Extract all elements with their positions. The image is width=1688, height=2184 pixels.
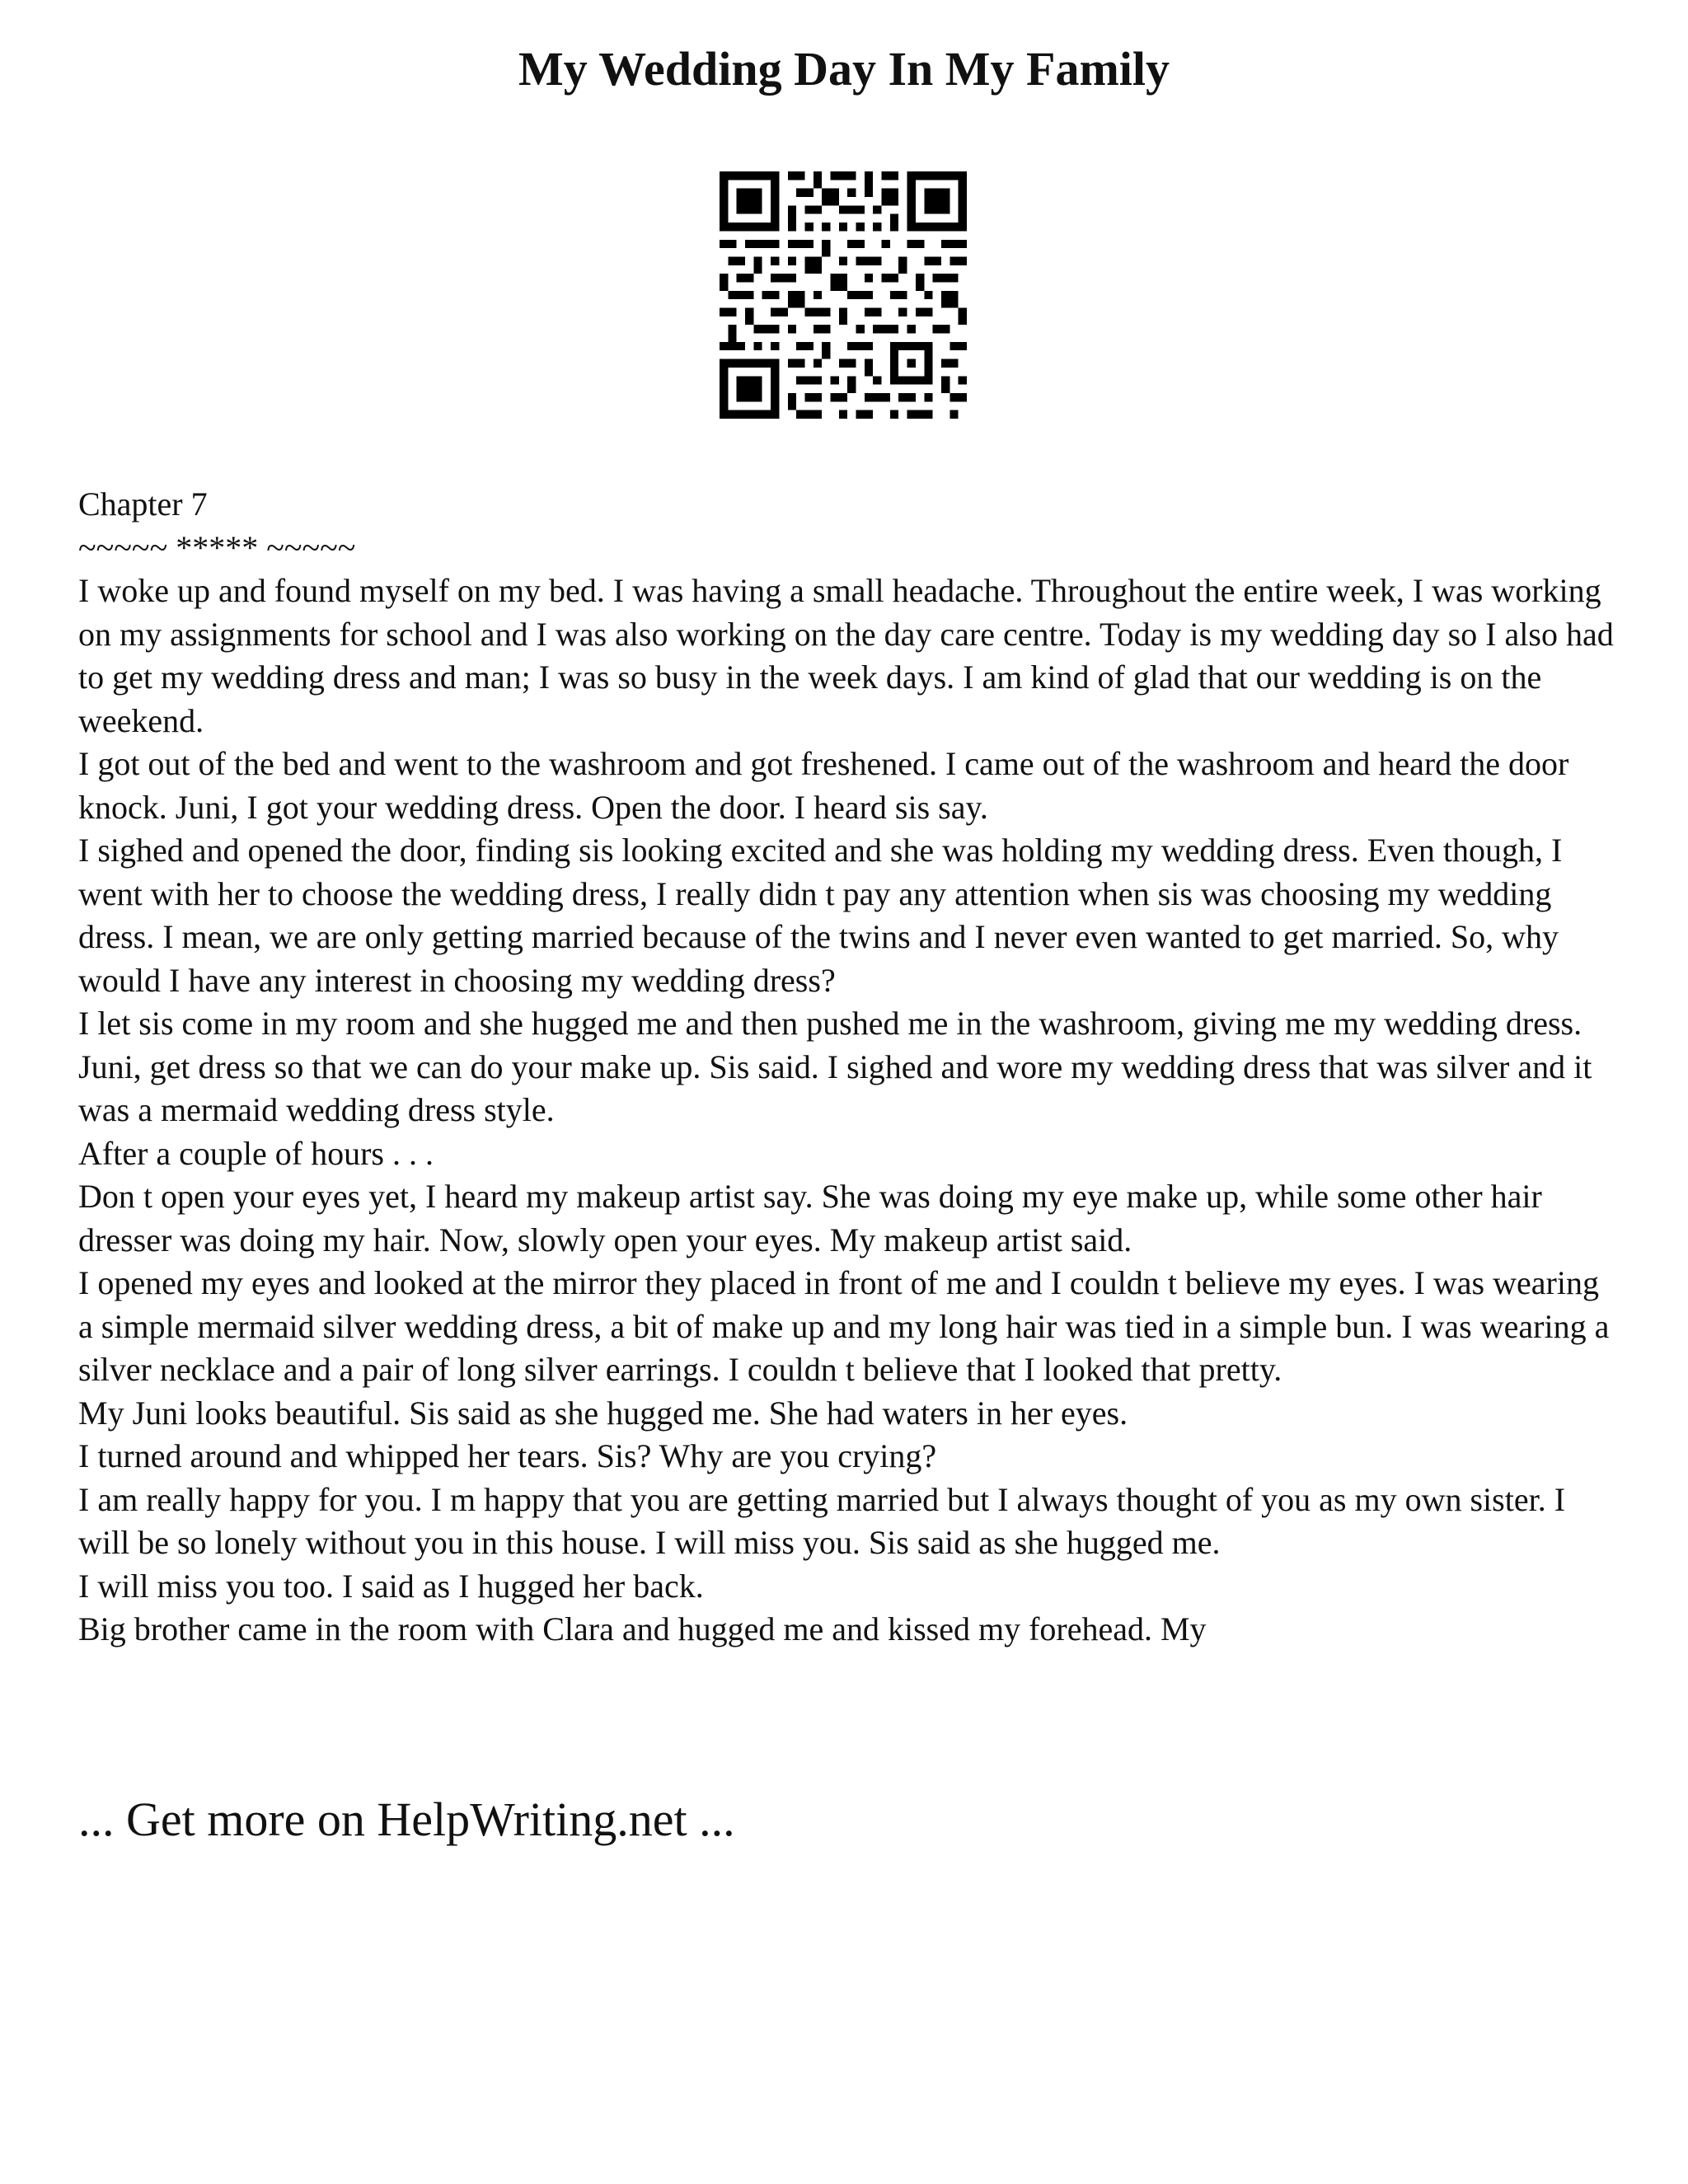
paragraph: Big brother came in the room with Clara and hugged me and kissed my forehead. My	[78, 1610, 1207, 1647]
paragraph: I opened my eyes and looked at the mirror they placed in front of me and I couldn t believe my eyes. I was wearing a simple mermaid silver wedding dress, a bit of make up and my long hair was tied in a simple bun. I was wearing a silver necklace and a pair of long silver earrings. I couldn t believe that I looked that pretty.	[78, 1264, 1610, 1388]
document-title: My Wedding Day In My Family	[518, 42, 1170, 96]
paragraph: I let sis come in my room and she hugged me and then pushed me in the washroom, giving me my wedding dress.	[78, 1005, 1582, 1042]
paragraph: Juni, get dress so that we can do your make up. Sis said. I sighed and wore my wedding dress that was silver and it was a mermaid wedding dress style.	[78, 1047, 1592, 1128]
paragraph: After a couple of hours . . .	[78, 1134, 434, 1172]
document-body	[78, 483, 1620, 1652]
qr-code-icon	[720, 171, 967, 419]
paragraph: I got out of the bed and went to the washroom and got freshened. I came out of the washroom and heard the door knock. Juni, I got your wedding dress. Open the door. I heard sis say.	[78, 745, 1569, 826]
paragraph: I am really happy for you. I m happy that you are getting married but I always thought of you as my own sister. I will be so lonely without you in this house. I will miss you. Sis said as she hugged me.	[78, 1480, 1566, 1561]
chapter-heading: Chapter 7	[78, 485, 208, 523]
paragraph: I sighed and opened the door, finding sis looking excited and she was holding my wedding dress. Even though, I went with her to choose the wedding dress, I really didn t pay any attention when sis was choosing my wedding dress. I mean, we are only getting married because of the twins and I never even wanted to get married. So, why would I have any interest in choosing my wedding dress?	[78, 832, 1563, 999]
paragraph: Don t open your eyes yet, I heard my makeup artist say. She was doing my eye make up, while some other hair dresser was doing my hair. Now, slowly open your eyes. My makeup artist said.	[78, 1178, 1542, 1258]
paragraph: I turned around and whipped her tears. Sis? Why are you crying?	[78, 1437, 937, 1474]
qr-code-graphic	[720, 171, 967, 419]
paragraph: My Juni looks beautiful. Sis said as she hugged me. She had waters in her eyes.	[78, 1394, 1128, 1432]
paragraph: I woke up and found myself on my bed. I was having a small headache. Throughout the entire week, I was working on my assignments for school and I was also working on the day care centre. Today is my wedding day so I also had to get my wedding dress and man; I was so busy in the week days. I am kind of glad that our wedding is on the weekend.	[78, 572, 1614, 739]
get-more-link[interactable]: ... Get more on HelpWriting.net ...	[78, 1793, 735, 1846]
section-separator: ~~~~~ ***** ~~~~~	[78, 528, 356, 566]
paragraph: I will miss you too. I said as I hugged her back.	[78, 1567, 704, 1605]
